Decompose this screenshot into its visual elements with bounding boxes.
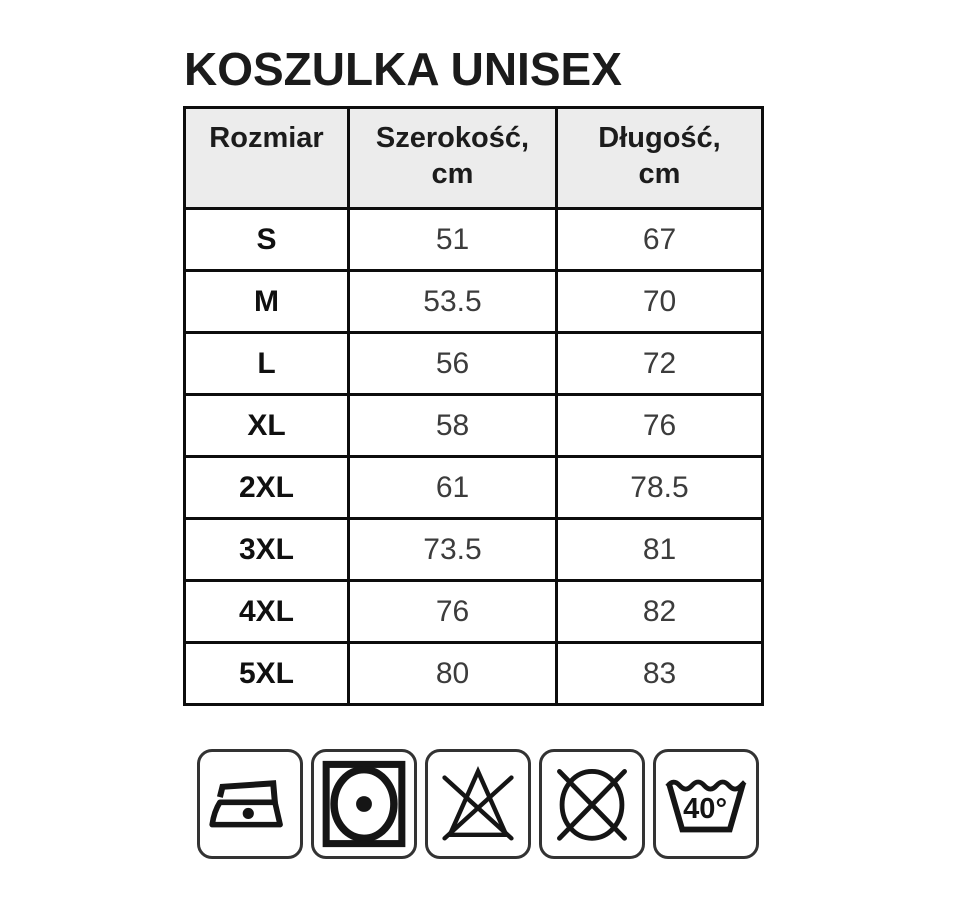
col-header-width	[349, 108, 557, 209]
col-header-width-sub: cm	[431, 158, 474, 190]
size-cell: 5XL	[185, 643, 349, 705]
table-header-row	[185, 108, 763, 209]
size-cell: M	[185, 271, 349, 333]
size-table	[183, 106, 764, 706]
length-cell: 82	[557, 581, 763, 643]
care-symbols-row	[197, 749, 759, 859]
wash-temperature-label: 40°	[683, 793, 728, 826]
do-not-dry-clean-icon	[539, 749, 645, 859]
length-cell: 72	[557, 333, 763, 395]
table-row	[185, 519, 763, 581]
width-cell: 80	[349, 643, 557, 705]
length-cell: 67	[557, 209, 763, 271]
size-cell: 2XL	[185, 457, 349, 519]
col-header-length	[557, 108, 763, 209]
size-cell: S	[185, 209, 349, 271]
tumble-dry-icon	[311, 749, 417, 859]
do-not-bleach-icon	[425, 749, 531, 859]
table-row	[185, 271, 763, 333]
page-title: KOSZULKA UNISEX	[184, 43, 622, 95]
width-cell: 53.5	[349, 271, 557, 333]
width-cell: 58	[349, 395, 557, 457]
length-cell: 81	[557, 519, 763, 581]
width-cell: 51	[349, 209, 557, 271]
table-row	[185, 581, 763, 643]
table-row	[185, 643, 763, 705]
col-header-size-sub	[186, 156, 347, 192]
width-cell: 61	[349, 457, 557, 519]
col-header-size-label: Rozmiar	[209, 122, 324, 154]
length-cell: 70	[557, 271, 763, 333]
iron-one-dot-icon	[197, 749, 303, 859]
size-cell: XL	[185, 395, 349, 457]
size-cell: 3XL	[185, 519, 349, 581]
col-header-length-sub: cm	[638, 158, 681, 190]
col-header-width-label: Szerokość,	[375, 122, 530, 154]
table-row	[185, 333, 763, 395]
table-row	[185, 395, 763, 457]
col-header-length-label: Długość,	[598, 122, 721, 154]
width-cell: 76	[349, 581, 557, 643]
size-cell: L	[185, 333, 349, 395]
table-row	[185, 209, 763, 271]
col-header-size	[185, 108, 349, 209]
length-cell: 83	[557, 643, 763, 705]
length-cell: 78.5	[557, 457, 763, 519]
table-row	[185, 457, 763, 519]
size-cell: 4XL	[185, 581, 349, 643]
wash-40-icon	[653, 749, 759, 859]
width-cell: 56	[349, 333, 557, 395]
length-cell: 76	[557, 395, 763, 457]
width-cell: 73.5	[349, 519, 557, 581]
